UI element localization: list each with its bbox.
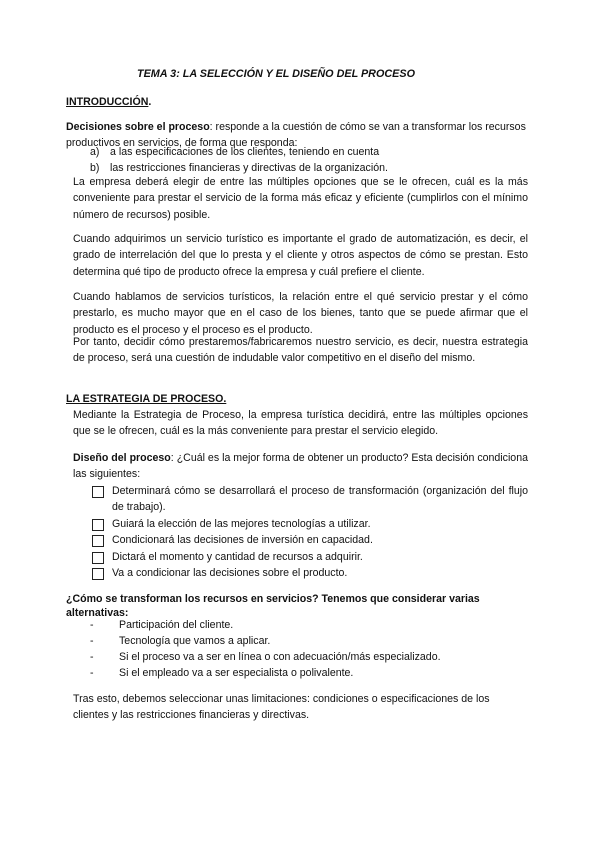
list-item-text: las restricciones financieras y directivas de la organización. [110,162,388,174]
list-marker: a) [90,146,100,158]
intro-heading [66,94,151,110]
diseno-label: Diseño del proceso [73,452,171,464]
list-marker: - [90,667,94,679]
checkbox-icon [92,535,104,547]
checklist-item-text: Condicionará las decisiones de inversión en capacidad. [112,534,373,547]
checkbox-icon [92,552,104,564]
diseno-paragraph [73,450,528,483]
list-item-text: a las especificaciones de los clientes, teniendo en cuenta [110,146,380,158]
checklist-item [92,483,528,516]
transformacion-question: ¿Cómo se transforman los recursos en servicios? Tenemos que considerar varias alternativas: [66,593,480,619]
list-item [90,649,441,665]
decisiones-text: : responde a la cuestión de cómo se van a transformar los recursos productivos en servicios, de forma que responda: [66,121,526,150]
decision-checklist [92,483,528,581]
list-marker: - [90,635,94,647]
list-item-text: Si el proceso va a ser en línea o con adecuación/más especializado. [119,651,441,663]
checkbox-icon [92,568,104,580]
decisiones-label: Decisiones sobre el proceso [66,121,210,133]
checkbox-icon [92,486,104,498]
list-item [90,617,441,633]
alpha-list [90,144,388,176]
estrategia-paragraph: Mediante la Estrategia de Proceso, la empresa turística decidirá, entre las múltiples opciones que se le ofrecen, cuál es la más conveniente para prestar el servicio elegido. [73,409,528,438]
list-marker: b) [90,162,100,174]
intro-heading-text: INTRODUCCIÓN [66,96,149,108]
estrategia-heading: LA ESTRATEGIA DE PROCESO. [66,393,227,405]
alternatives-list [90,617,441,681]
checklist-item [92,516,528,532]
intro-paragraph-4: Por tanto, decidir cómo prestaremos/fabricaremos nuestro servicio, es decir, nuestra estrategia de proceso, será una cuestión de indudable valor competitivo en el diseño del mismo. [73,336,528,365]
intro-paragraph-2: Cuando adquirimos un servicio turístico es importante el grado de automatización, es decir, el grado de interrelación del que lo presta y el cliente y otros aspectos de cómo se prestan. Esto determina qué tipo de producto ofrece la empresa y cuál prefiere el cliente. [73,233,528,278]
page-title: TEMA 3: LA SELECCIÓN Y EL DISEÑO DEL PROCESO [137,68,415,80]
checklist-item [92,549,528,565]
list-item-text: Tecnología que vamos a aplicar. [119,635,271,647]
checklist-item-text: Determinará cómo se desarrollará el proceso de transformación (organización del flujo de trabajo). [112,485,528,514]
list-item-text: Participación del cliente. [119,619,234,631]
intro-heading-dot: . [148,96,152,108]
list-marker: - [90,619,94,631]
intro-paragraph-3: Cuando hablamos de servicios turísticos, la relación entre el qué servicio prestar y el cómo prestarlo, es mucho mayor que en el caso de los bienes, tanto que se puede afirmar que el producto es el proceso y el proceso es el producto. [73,291,528,336]
list-marker: - [90,651,94,663]
checklist-item [92,532,528,548]
closing-paragraph: Tras esto, debemos seleccionar unas limitaciones: condiciones o especificaciones de los clientes y las restricciones financieras y directivas. [73,693,490,722]
checklist-item-text: Va a condicionar las decisiones sobre el producto. [112,567,348,580]
checklist-item-text: Guiará la elección de las mejores tecnologías a utilizar. [112,517,371,530]
checklist-item-text: Dictará el momento y cantidad de recursos a adquirir. [112,550,363,563]
checkbox-icon [92,519,104,531]
list-item [90,144,388,160]
list-item-text: Si el empleado va a ser especialista o polivalente. [119,667,354,679]
checklist-item [92,565,528,581]
diseno-text: : ¿Cuál es la mejor forma de obtener un producto? Esta decisión condiciona las siguientes: [73,452,528,481]
list-item [90,633,441,649]
list-item [90,665,441,681]
intro-paragraph-1: La empresa deberá elegir de entre las múltiples opciones que se le ofrecen, cuál es la más conveniente para prestar el servicio de la forma más eficaz y eficiente (cumplirlos con el mínimo número de recursos) posible. [73,176,528,221]
